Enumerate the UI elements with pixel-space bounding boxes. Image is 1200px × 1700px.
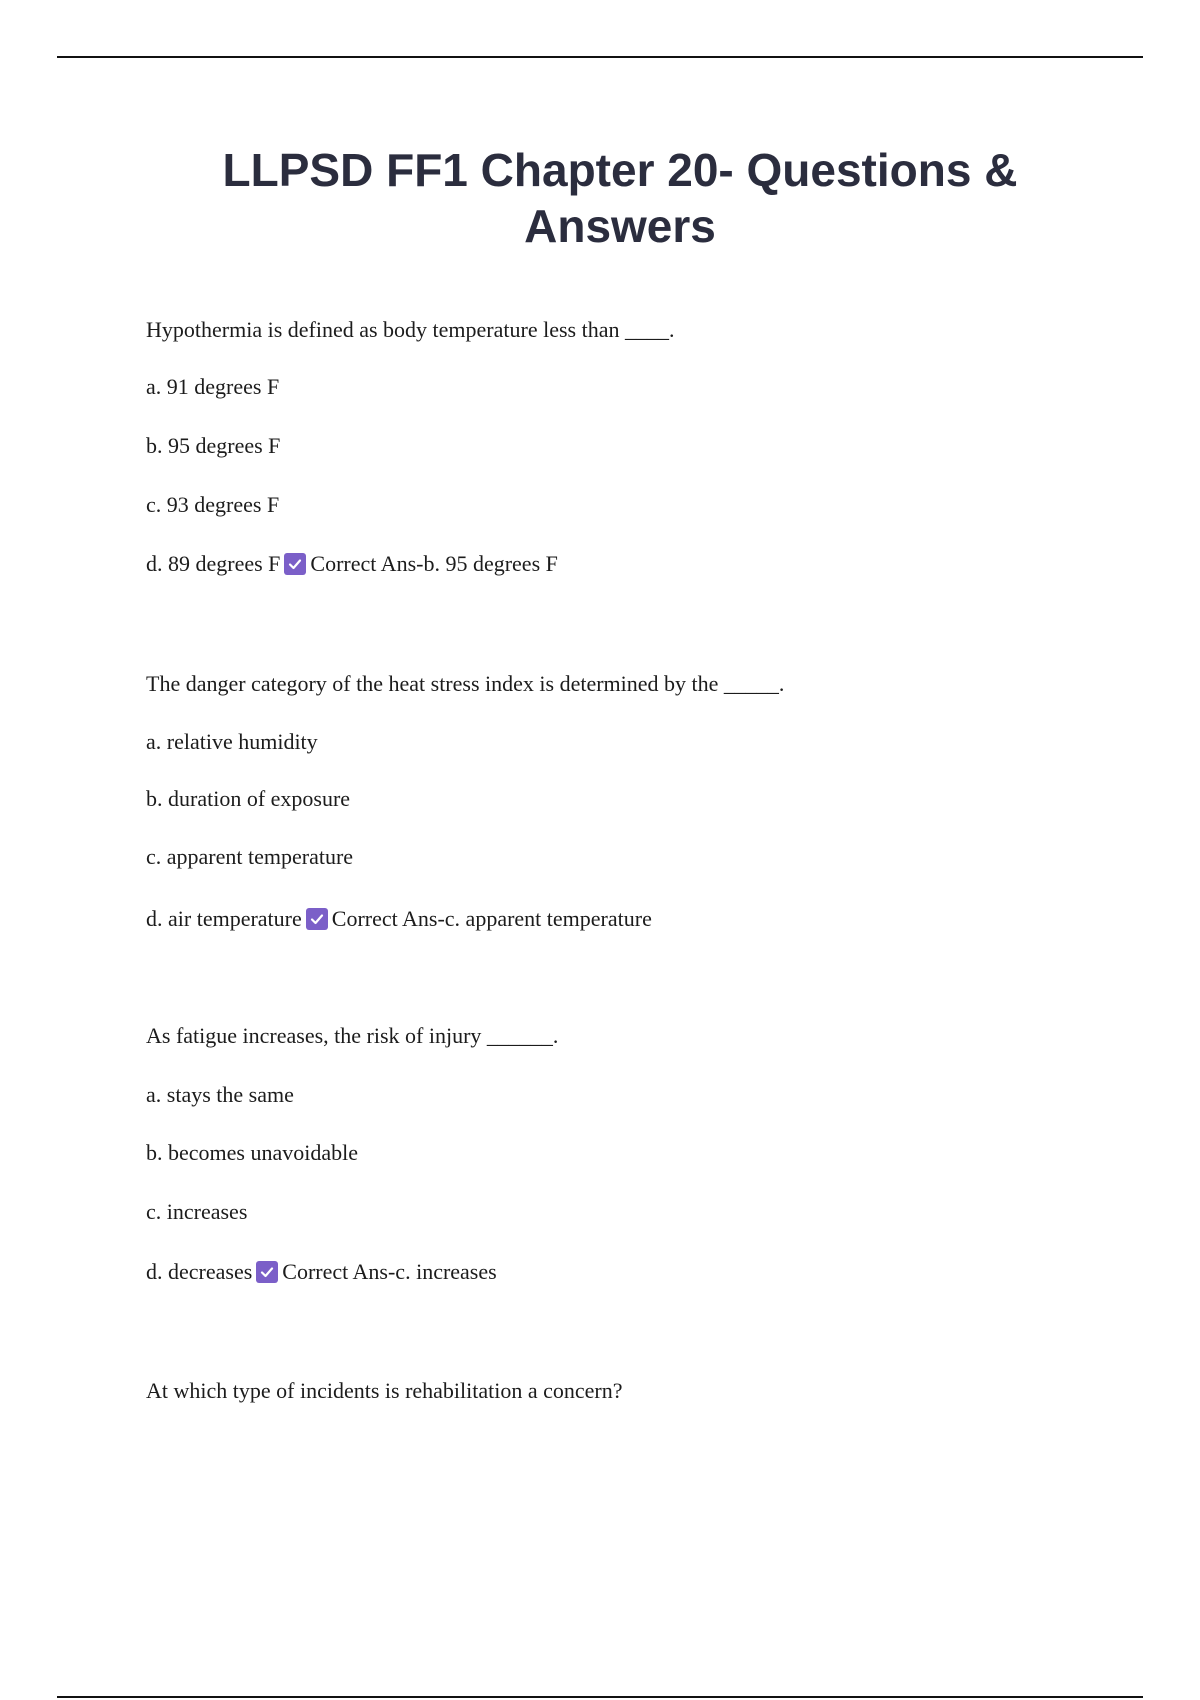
answer-line — [146, 550, 558, 578]
question-prompt: At which type of incidents is rehabilitation a concern? — [146, 1378, 623, 1403]
check-box-icon — [306, 908, 328, 930]
answer-option: c. apparent temperature — [146, 844, 354, 869]
top-divider — [57, 56, 1143, 58]
answer-option: b. duration of exposure — [146, 786, 351, 811]
question-prompt: The danger category of the heat stress index is determined by the _____. — [146, 671, 785, 696]
answer-option: a. relative humidity — [146, 729, 318, 754]
answer-line — [146, 905, 652, 933]
question-prompt: As fatigue increases, the risk of injury ______. — [146, 1023, 559, 1048]
answer-option: b. 95 degrees F — [146, 433, 281, 458]
answer-option: d. decreases — [146, 1259, 253, 1284]
answer-option: d. air temperature — [146, 906, 302, 931]
answer-option: c. 93 degrees F — [146, 492, 280, 517]
answer-option: d. 89 degrees F — [146, 551, 281, 576]
answer-line — [146, 1258, 497, 1286]
title-line-1: LLPSD FF1 Chapter 20- Questions & — [222, 144, 1018, 196]
answer-option: a. 91 degrees F — [146, 374, 280, 399]
answer-option: b. becomes unavoidable — [146, 1140, 358, 1165]
correct-answer: Correct Ans-c. apparent temperature — [331, 906, 652, 931]
answer-option: c. increases — [146, 1199, 248, 1224]
check-box-icon — [256, 1261, 278, 1283]
correct-answer: Correct Ans-b. 95 degrees F — [310, 551, 558, 576]
title-line-2: Answers — [524, 200, 716, 252]
check-box-icon — [284, 553, 306, 575]
bottom-divider — [57, 1696, 1143, 1698]
answer-option: a. stays the same — [146, 1082, 294, 1107]
document-title — [0, 142, 1200, 254]
question-prompt: Hypothermia is defined as body temperature less than ____. — [146, 317, 675, 342]
correct-answer: Correct Ans-c. increases — [282, 1259, 497, 1284]
